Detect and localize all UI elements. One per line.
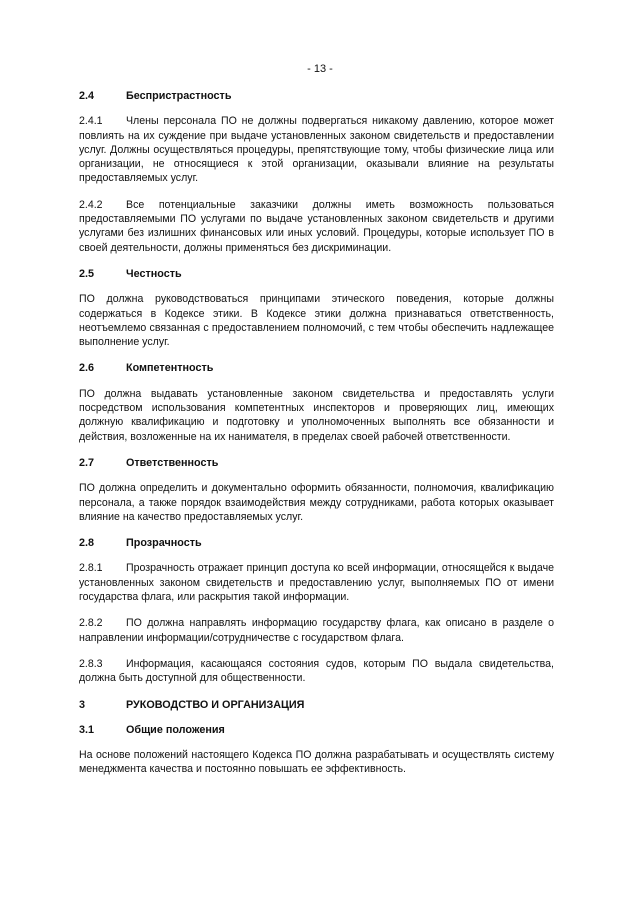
- paragraph: [79, 114, 554, 185]
- paragraph: [79, 292, 554, 349]
- document-body: [79, 89, 554, 789]
- section-heading: [79, 89, 554, 103]
- paragraph-number: 2.4.1: [79, 115, 103, 128]
- section-number: 2.4: [79, 90, 95, 102]
- paragraph-text: ПО должна выдавать установленные законом свидетельства и предоставлять услуги посредством использования компетентных инспекторов и проверяющих лиц, имеющих должную квалификацию и подготовку и уполномоченных выполнять все обязанности и действия, возложенные на их нанимателя, в пределах своей рабочей ответственности.: [79, 387, 554, 443]
- paragraph-number: 2.8.1: [79, 562, 103, 575]
- paragraph-text: На основе положений настоящего Кодекса ПО должна разрабатывать и осуществлять систему менеджмента качества и постоянно повышать ее эффективность.: [79, 749, 554, 776]
- paragraph-text: Информация, касающаяся состояния судов, которым ПО выдала свидетельства, должна быть доступной для общественности.: [79, 657, 554, 685]
- chapter-heading: [79, 698, 554, 712]
- section-heading: [79, 267, 554, 281]
- section-title: Компетентность: [126, 362, 214, 375]
- chapter-title: РУКОВОДСТВО И ОРГАНИЗАЦИЯ: [126, 698, 305, 711]
- paragraph-number: 2.8.2: [79, 617, 103, 630]
- paragraph-number: 2.8.3: [79, 657, 103, 670]
- paragraph: [79, 561, 554, 604]
- paragraph: [79, 616, 554, 645]
- paragraph-text: Прозрачность отражает принцип доступа ко всей информации, относящейся к выдаче установленных законом свидетельств и предоставлению услуг, выполняемых ПО от имени государства флага, или раскрытия такой информации.: [79, 562, 554, 604]
- paragraph: [79, 748, 554, 777]
- section-number: 2.7: [79, 456, 95, 469]
- paragraph-text: Все потенциальные заказчики должны иметь возможность пользоваться предоставляемыми ПО услугами по выдаче установленных законом свидетельств и другими услугами без излишних финансовых или иных условий. Процедуры, которые использует ПО в своей деятельности, должны применяться без дискриминации.: [79, 198, 554, 254]
- section-title: Беспристрастность: [126, 90, 232, 102]
- section-heading: [79, 456, 554, 470]
- paragraph-text: Члены персонала ПО не должны подвергаться никакому давлению, которое может повлиять на их суждение при выдаче установленных законом свидетельств и предоставлении услуг. Должны осуществляться процедуры, препятствующие тому, чтобы физические лица или организации, не относящиеся к этой организации, оказывали влияние на результаты предоставляемых услуг.: [79, 115, 554, 185]
- paragraph-text: ПО должна руководствоваться принципами этического поведения, которые должны содержаться в Кодексе этики. В Кодексе этики должна признаваться ответственность, неотъемлемо связанная с предоставлением полномочий, с тем чтобы обеспечить надлежащее выполнение услуг.: [79, 293, 554, 349]
- section-title: Ответственность: [126, 456, 219, 469]
- section-title: Общие положения: [126, 723, 225, 736]
- paragraph: [79, 387, 554, 444]
- section-number: 2.6: [79, 362, 95, 375]
- paragraph-text: ПО должна определить и документально оформить обязанности, полномочия, квалификацию персонала, а также порядок взаимодействия между сотрудниками, работа которых оказывает влияние на качество предоставляемых услуг.: [79, 482, 554, 523]
- page-number: - 13 -: [307, 63, 333, 75]
- section-title: Прозрачность: [126, 537, 202, 550]
- paragraph-text: ПО должна направлять информацию государству флага, как описано в разделе о направлении информации/сотрудничестве с государством флага.: [79, 617, 554, 644]
- section-number: 2.8: [79, 537, 95, 550]
- section-number: 3.1: [79, 723, 95, 736]
- paragraph-number: 2.4.2: [79, 198, 103, 211]
- section-heading: [79, 361, 554, 375]
- paragraph: [79, 657, 554, 686]
- chapter-number: 3: [79, 698, 86, 711]
- section-number: 2.5: [79, 267, 95, 280]
- paragraph: [79, 481, 554, 524]
- paragraph: [79, 198, 554, 255]
- section-title: Честность: [126, 267, 182, 280]
- section-heading: [79, 723, 554, 737]
- section-heading: [79, 536, 554, 550]
